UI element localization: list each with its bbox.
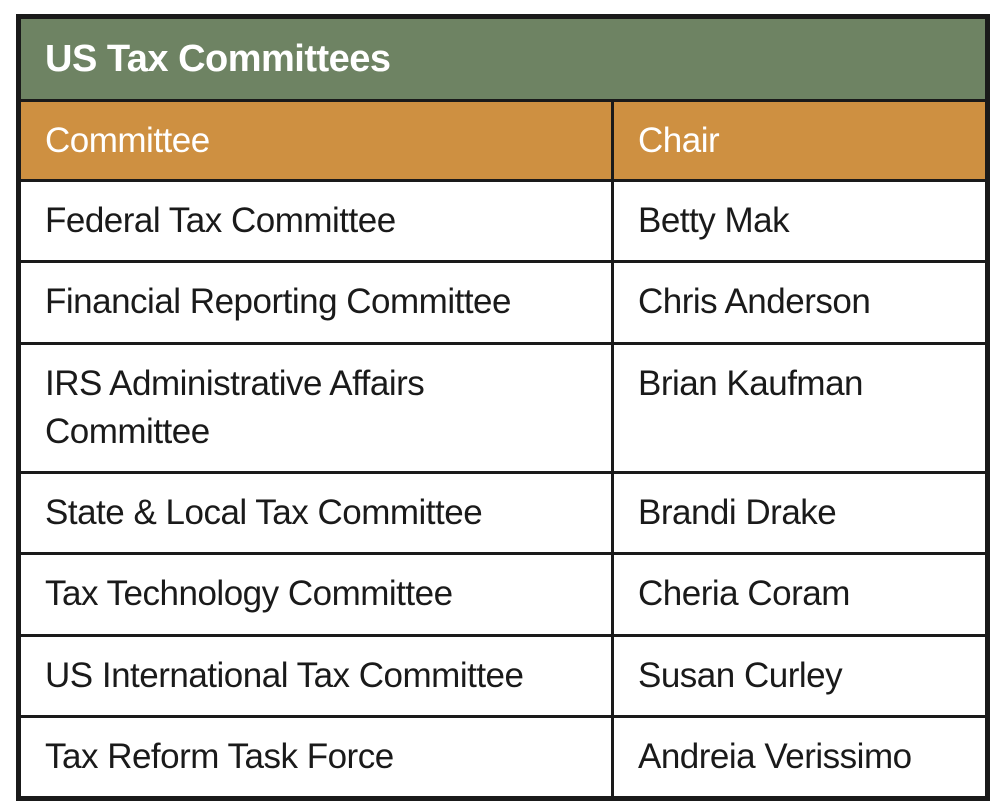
chair-cell: Brian Kaufman [613, 343, 988, 473]
table-row [19, 343, 988, 473]
header-row [19, 101, 988, 181]
table-row [19, 473, 988, 554]
column-header-chair: Chair [613, 101, 988, 181]
table-row [19, 262, 988, 343]
table-row [19, 717, 988, 799]
chair-cell: Brandi Drake [613, 473, 988, 554]
title-row [19, 17, 988, 101]
committee-cell: IRS Administrative Affairs Committee [19, 343, 613, 473]
table-row [19, 554, 988, 635]
chair-cell: Chris Anderson [613, 262, 988, 343]
table-body [19, 181, 988, 799]
chair-cell: Andreia Verissimo [613, 717, 988, 799]
table-row [19, 635, 988, 716]
chair-cell: Cheria Coram [613, 554, 988, 635]
committee-cell: Federal Tax Committee [19, 181, 613, 262]
committee-cell: US International Tax Committee [19, 635, 613, 716]
chair-cell: Betty Mak [613, 181, 988, 262]
committee-cell: State & Local Tax Committee [19, 473, 613, 554]
table-row [19, 181, 988, 262]
committee-cell: Financial Reporting Committee [19, 262, 613, 343]
table-title: US Tax Committees [19, 17, 988, 101]
committee-cell: Tax Reform Task Force [19, 717, 613, 799]
chair-cell: Susan Curley [613, 635, 988, 716]
column-header-committee: Committee [19, 101, 613, 181]
committees-table [16, 14, 990, 801]
committee-cell: Tax Technology Committee [19, 554, 613, 635]
